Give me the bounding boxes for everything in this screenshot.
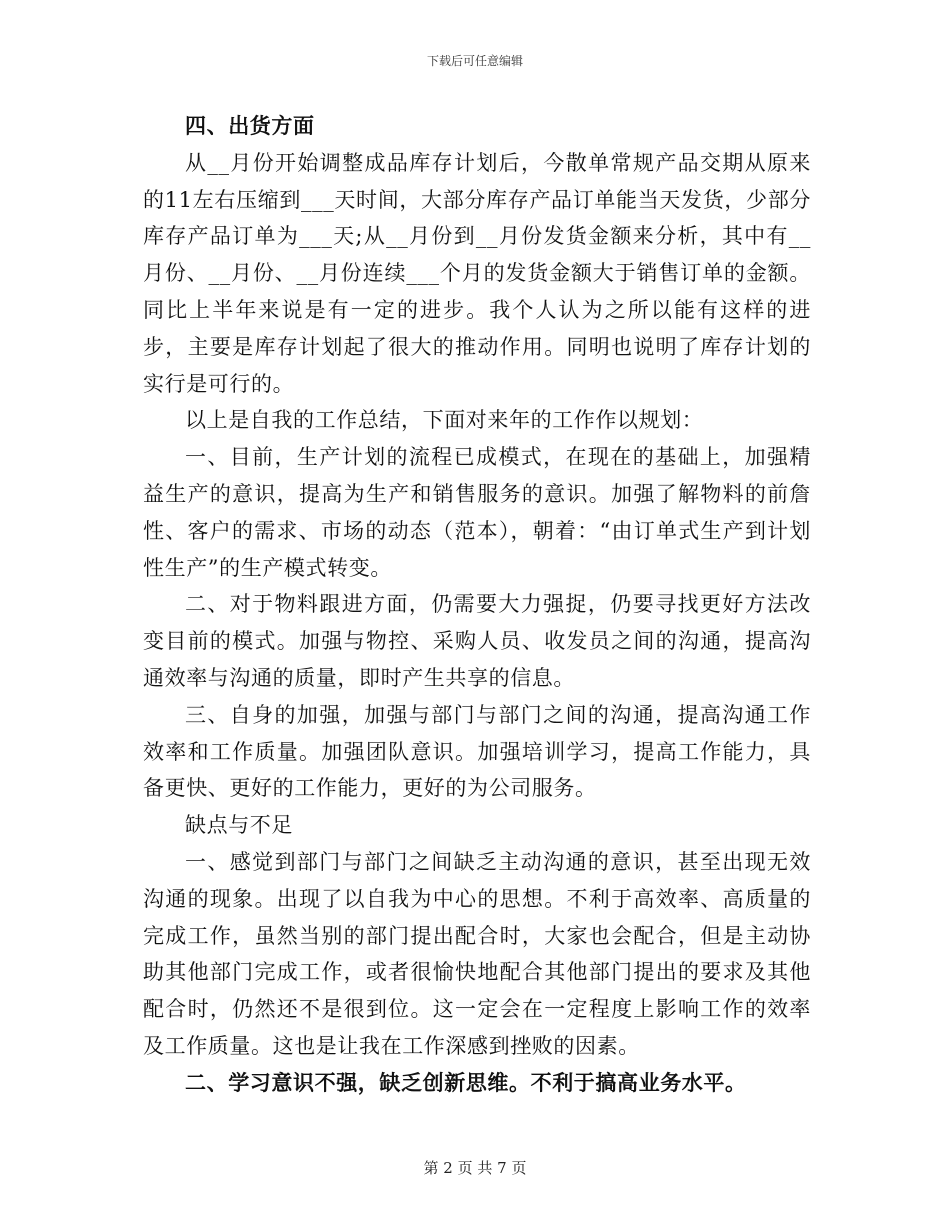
page-footer: 第 2 页 共 7 页 — [423, 1159, 527, 1177]
paragraph-plan-intro: 以上是自我的工作总结，下面对来年的工作作以规划： — [185, 408, 704, 433]
paragraph-plan-item-1: 一、目前，生产计划的流程已成模式，在现在的基础上，加强精益生产的意识，提高为生产和销售服务的意识。加强了解物料的前詹性、客户的需求、市场的动态（范本），朝着：“由订单式生产到计划性生产”的生产模式转变。 — [143, 445, 811, 580]
paragraph-shortcoming-1: 一、感觉到部门与部门之间缺乏主动沟通的意识，甚至出现无效沟通的现象。出现了以自我为中心的思想。不利于高效率、高质量的完成工作，虽然当别的部门提出配合时，大家也会配合，但是主动协助其他部门完成工作，或者很愉快地配合其他部门提出的要求及其他配合时，仍然还不是很到位。这一定会在一定程度上影响工作的效率及工作质量。这也是让我在工作深感到挫败的因素。 — [143, 849, 811, 1058]
document-body — [143, 108, 811, 1102]
subheading-shortcomings: 缺点与不足 — [185, 813, 293, 838]
section-heading-shipping: 四、出货方面 — [185, 113, 315, 138]
page-header: 下载后可任意编辑 — [426, 54, 523, 68]
paragraph-shortcoming-2: 二、学习意识不强，缺乏创新思维。不利于搞高业务水平。 — [185, 1069, 747, 1095]
paragraph-shipping-details: 从__月份开始调整成品库存计划后，今散单常规产品交期从原来的11左右压缩到___天时间，大部分库存产品订单能当天发货，少部分库存产品订单为___天;从__月份到__月份发货金额来分析，其中有__月份、__月份、__月份连续___个月的发货金额大于销售订单的金额。同比上半年来说是有一定的进步。我个人认为之所以能有这样的进步，主要是库存计划起了很大的推动作用。同明也说明了库存计划的实行是可行的。 — [143, 150, 811, 396]
paragraph-plan-item-2: 二、对于物料跟进方面，仍需要大力强捉，仍要寻找更好方法改变目前的模式。加强与物控、采购人员、收发员之间的沟通，提高沟通效率与沟通的质量，即时产生共享的信息。 — [143, 592, 811, 690]
paragraph-plan-item-3: 三、自身的加强，加强与部门与部门之间的沟通，提高沟通工作效率和工作质量。加强团队意识。加强培训学习，提高工作能力，具备更快、更好的工作能力，更好的为公司服务。 — [143, 702, 811, 801]
